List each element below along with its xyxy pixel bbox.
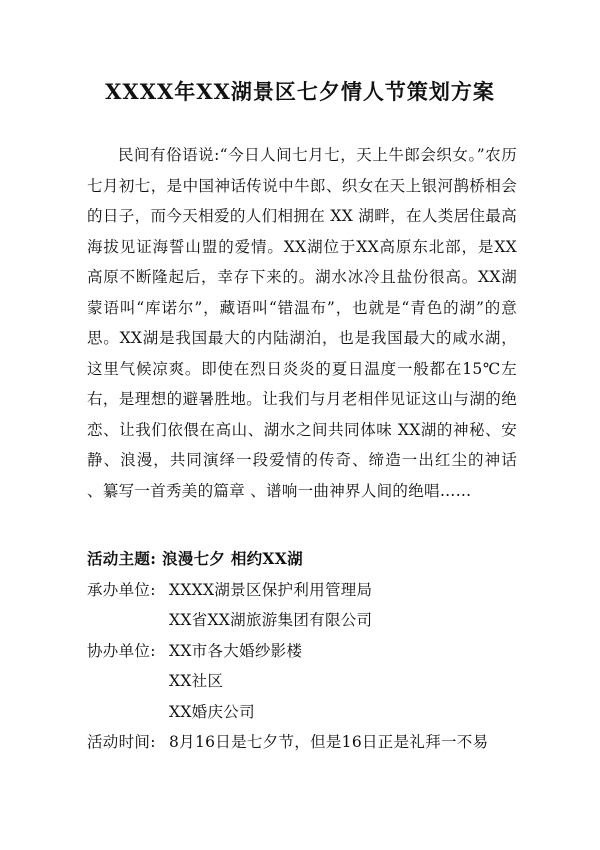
time-row [87,727,527,758]
organizer-name: XXXX湖景区保护利用管理局 [169,580,373,599]
coorganizer-row [87,697,527,728]
organizer-row [87,575,527,606]
coorganizer-row [87,636,527,667]
time-value: 8月16日是七夕节，但是16日正是礼拜一不易 [169,733,489,751]
organizer-row [87,605,527,636]
organizer-name: XX省XX湖旅游集团有限公司 [169,611,373,629]
theme-value: 浪漫七夕 相约XX湖 [161,549,303,568]
coorganizer-name: XX社区 [169,672,224,690]
event-details [87,544,527,758]
coorganizer-name: XX市各大婚纱影楼 [169,641,303,660]
coorganizer-label: 协办单位: [87,641,156,660]
theme-label: 活动主题: [87,549,157,568]
document-title: XXXX年XX湖景区七夕情人节策划方案 [105,79,495,104]
coorganizer-name: XX婚庆公司 [169,702,255,721]
intro-paragraph: 民间有俗语说:“今日人间七月七，天上牛郎会织女。”农历七月初七，是中国神话传说中牛郎、织女在天上银河鹊桥相会的日子，而今天相爱的人们相拥在 XX 湖畔，在人类居住最高海拔见证海誓山盟的爱情。XX湖位于XX高原东北部，是XX高原不断隆起后，幸存下来的。湖水冰冷且盐份很高。XX湖蒙语叫“库诺尔”，藏语叫“错温布”，也就是“青色的湖”的意思。XX湖是我国最大的内陆湖泊，也是我国最大的咸水湖，这里气候凉爽。即使在烈日炎炎的夏日温度一般都在15℃左右，是理想的避暑胜地。让我们与月老相伴见证这山与湖的绝恋、让我们依偎在高山、湖水之间共同体味 XX湖的神秘、安静、浪漫，共同演绎一段爱情的传奇、缔造一出红尘的神话 、纂写一首秀美的篇章 、谱响一曲神界人间的绝唱…… [87,146,517,500]
theme-row [87,544,527,575]
organizer-label: 承办单位: [87,580,156,599]
coorganizer-row [87,666,527,697]
time-label: 活动时间: [87,733,156,751]
